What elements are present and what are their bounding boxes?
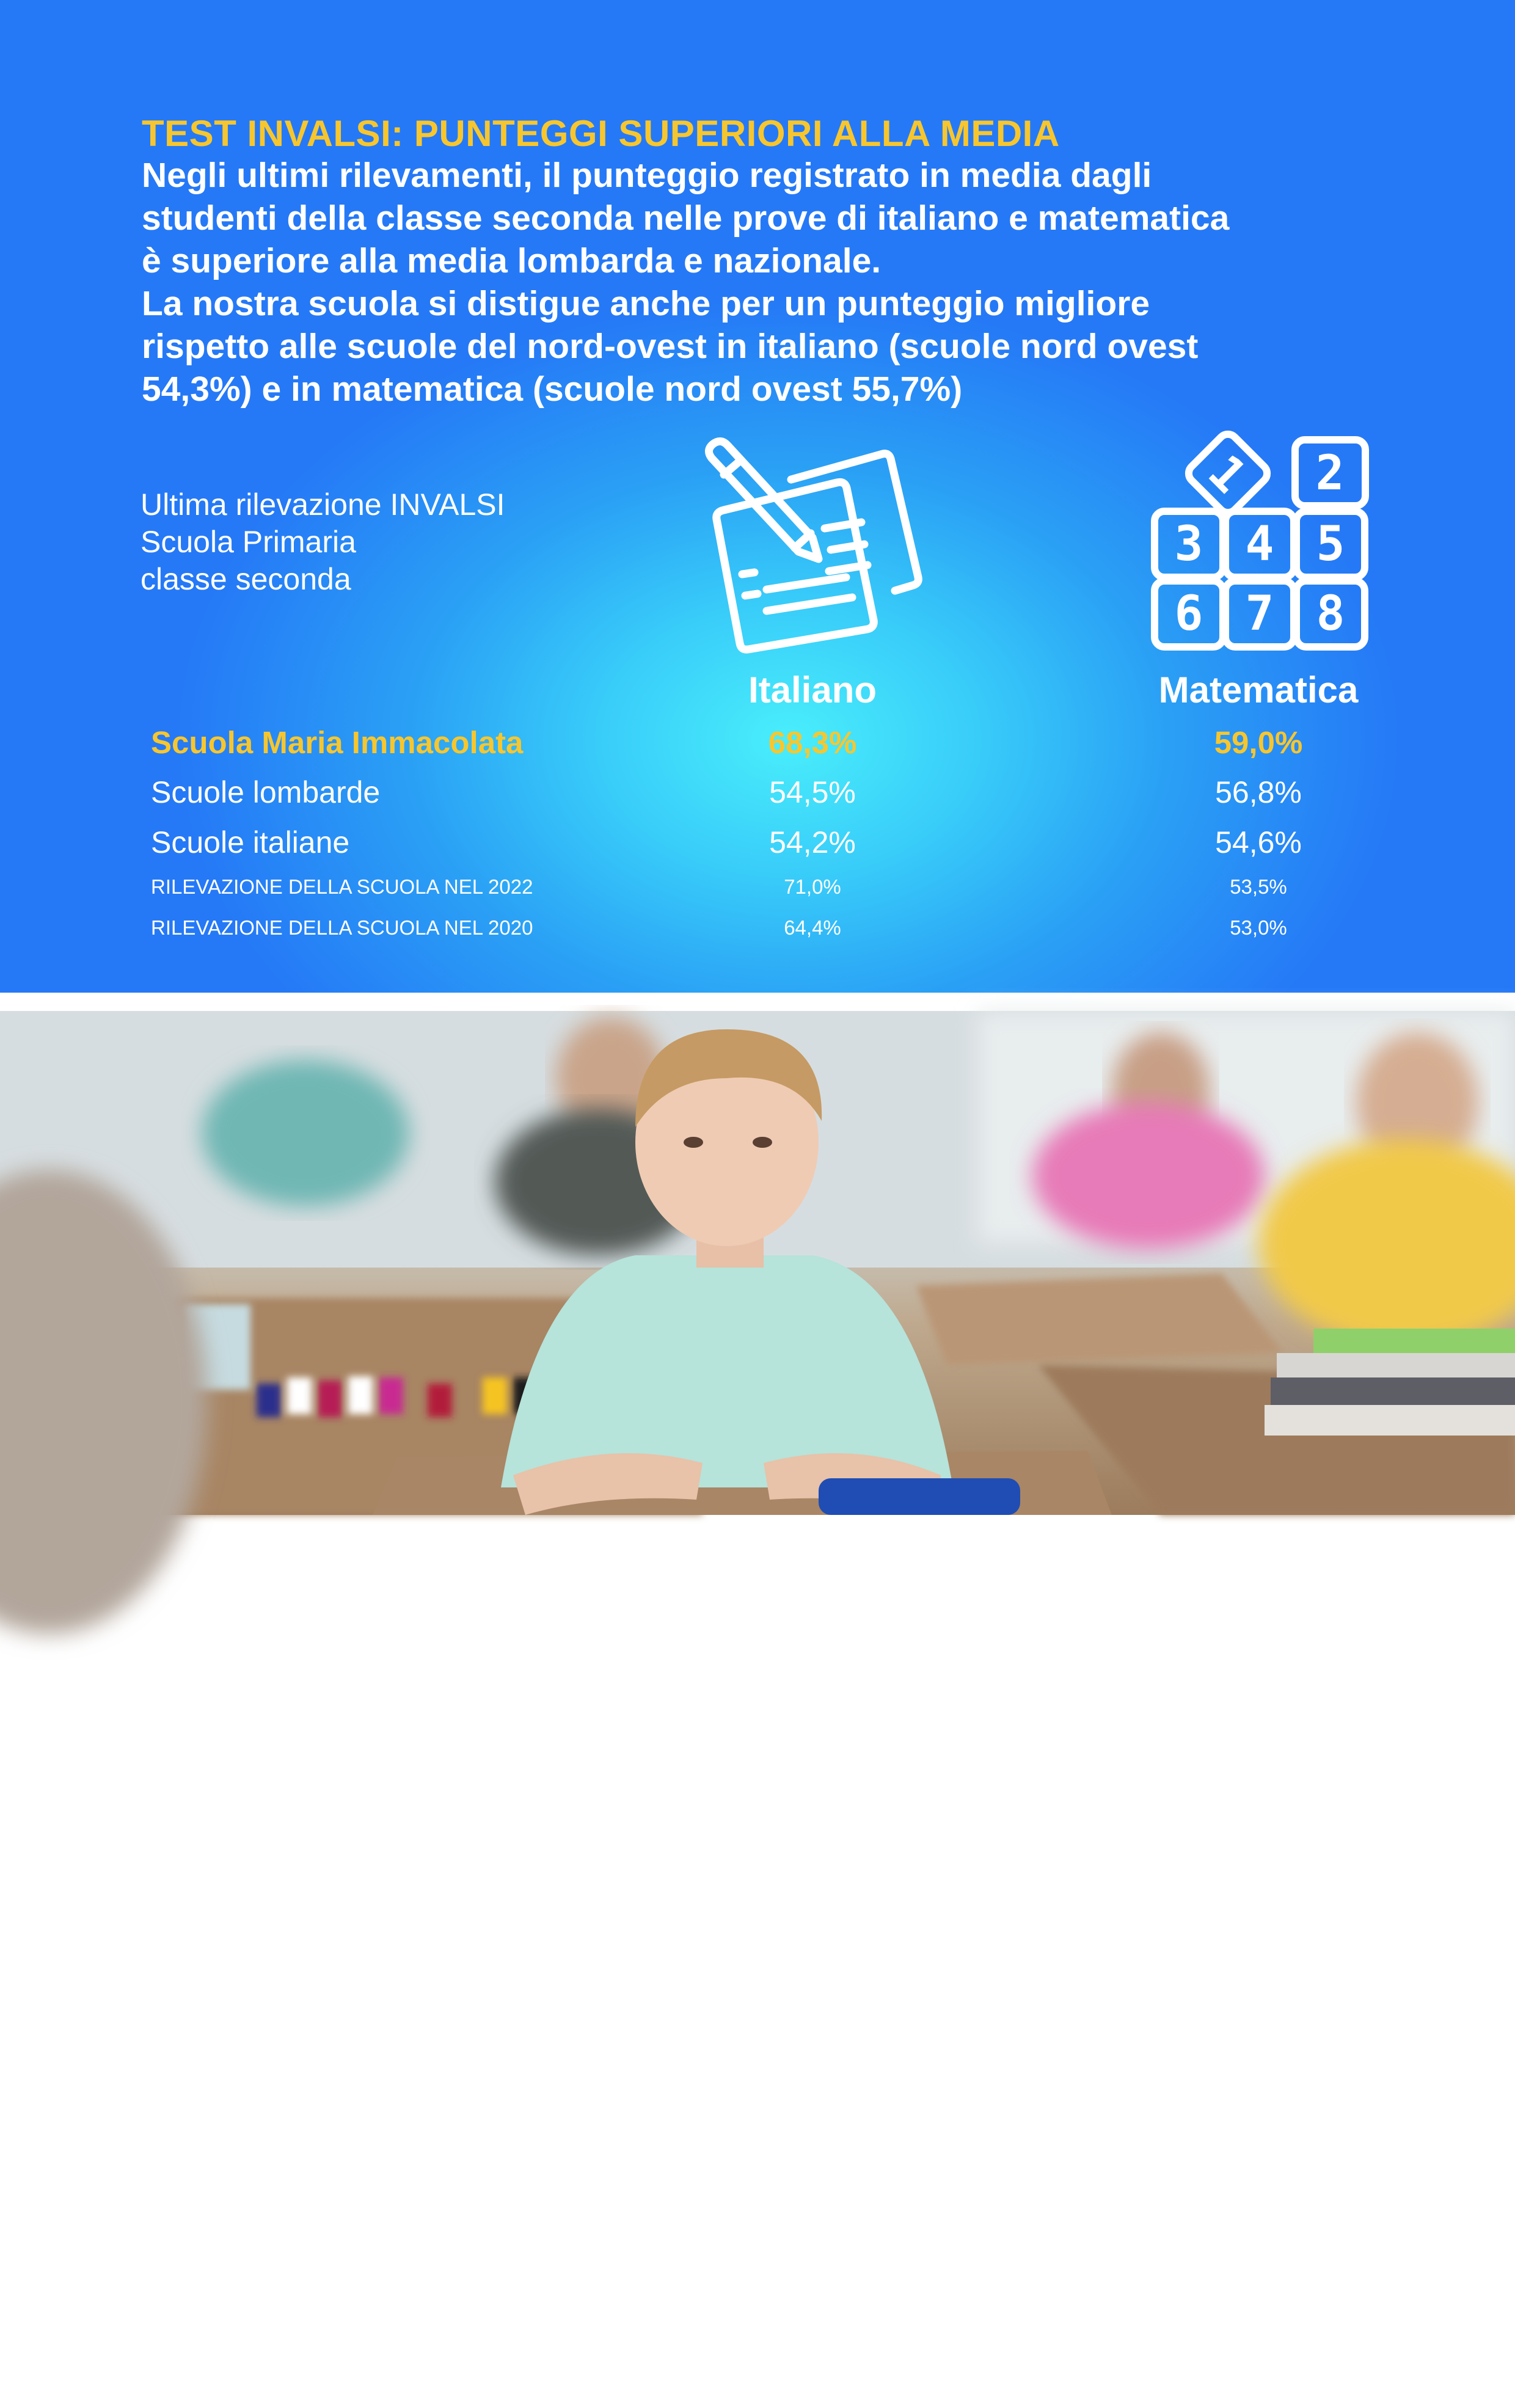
intro-line: rispetto alle scuole del nord-ovest in italiano (scuole nord ovest <box>142 327 1199 366</box>
divider <box>0 993 1515 1011</box>
row-label: RILEVAZIONE DELLA SCUOLA NEL 2022 <box>151 875 533 898</box>
block-4-digit: 4 <box>1245 517 1274 572</box>
row-label: Scuole lombarde <box>151 775 381 809</box>
matematica-value: 54,6% <box>1215 825 1302 859</box>
row-label: Scuole italiane <box>151 825 350 859</box>
matematica-value: 59,0% <box>1214 725 1303 760</box>
block-2-digit: 2 <box>1315 446 1345 501</box>
subtitle-line: Ultima rilevazione INVALSI <box>141 487 505 522</box>
intro-line: è superiore alla media lombarda e nazionale. <box>142 241 882 280</box>
intro-line: La nostra scuola si distigue anche per un punteggio migliore <box>142 284 1150 323</box>
number-blocks-icon <box>1152 437 1368 651</box>
row-label: RILEVAZIONE DELLA SCUOLA NEL 2020 <box>151 916 533 939</box>
matematica-value: 53,0% <box>1230 916 1287 939</box>
italiano-value: 54,5% <box>769 775 856 809</box>
block-5-digit: 5 <box>1316 517 1345 572</box>
block-3-digit: 3 <box>1174 517 1203 572</box>
page-number: 18 <box>142 2369 180 2407</box>
italiano-value: 68,3% <box>768 725 857 760</box>
notes-pencil-icon <box>699 437 922 654</box>
block-8-digit: 8 <box>1316 586 1345 641</box>
intro-paragraph <box>142 154 1437 410</box>
row-label: Scuola Maria Immacolata <box>151 725 524 760</box>
classroom-photo <box>0 1011 1515 2407</box>
block-7-digit: 7 <box>1245 586 1274 641</box>
column-header-matematica: Matematica <box>1158 669 1359 710</box>
italiano-value: 71,0% <box>784 875 841 898</box>
subtitle-line: Scuola Primaria <box>141 525 356 559</box>
matematica-value: 53,5% <box>1230 875 1287 898</box>
intro-line: studenti della classe seconda nelle prove di italiano e matematica <box>142 199 1230 238</box>
intro-line: 54,3%) e in matematica (scuole nord ovest 55,7%) <box>142 370 963 409</box>
italiano-value: 54,2% <box>769 825 856 859</box>
subtitle-line: classe seconda <box>141 562 351 596</box>
italiano-value: 64,4% <box>784 916 841 939</box>
matematica-value: 56,8% <box>1215 775 1302 809</box>
column-header-italiano: Italiano <box>748 669 877 710</box>
headline: TEST INVALSI: PUNTEGGI SUPERIORI ALLA MEDIA <box>142 113 1060 154</box>
survey-subtitle <box>141 486 505 598</box>
infographic-panel <box>0 0 1515 993</box>
block-6-digit: 6 <box>1174 586 1203 641</box>
block-1-digit: 1 <box>1197 444 1257 504</box>
intro-line: Negli ultimi rilevamenti, il punteggio registrato in media dagli <box>142 156 1152 195</box>
